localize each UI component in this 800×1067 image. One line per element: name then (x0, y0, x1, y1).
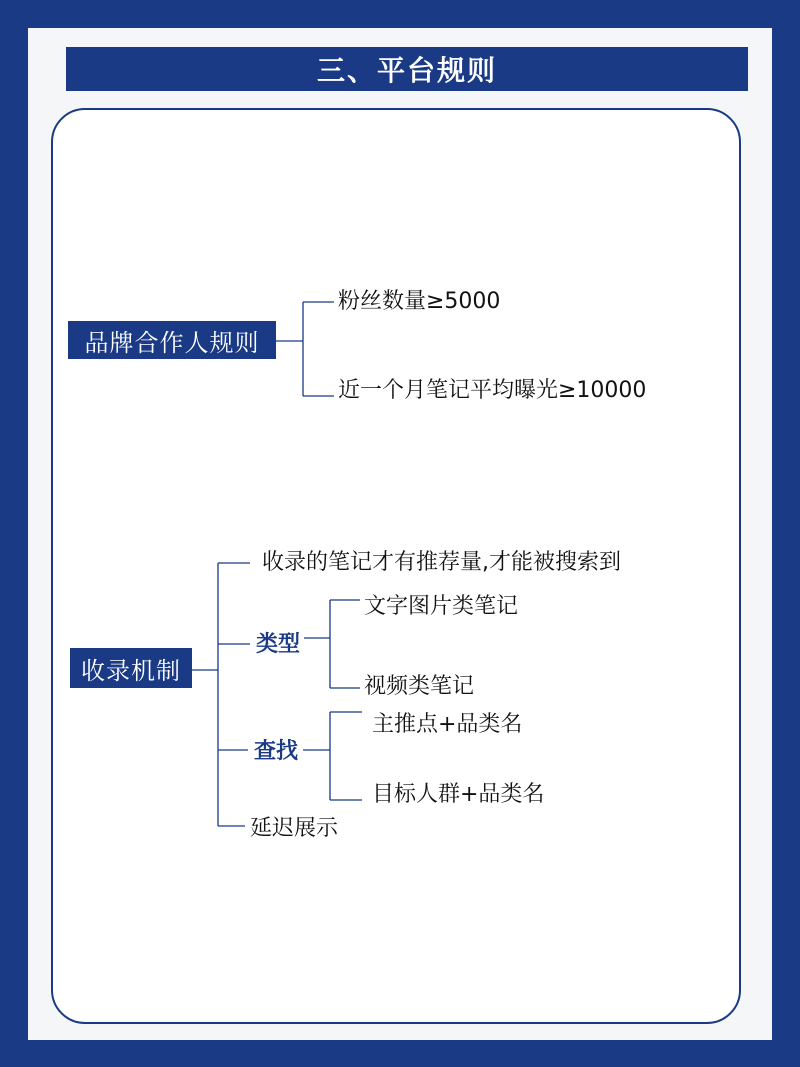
delay-display: 延迟展示 (250, 816, 339, 841)
indexing-label: 收录机制 (70, 648, 192, 688)
type-item-image-text: 文字图片类笔记 (364, 594, 519, 619)
page-title: 三、平台规则 (66, 47, 748, 91)
search-label: 查找 (254, 739, 299, 764)
search-item-selling-point: 主推点+品类名 (372, 712, 523, 737)
search-item-target-audience: 目标人群+品类名 (372, 782, 545, 807)
brand-rules-label: 品牌合作人规则 (68, 321, 276, 359)
type-item-video: 视频类笔记 (364, 674, 475, 699)
brand-rule-followers: 粉丝数量≥5000 (338, 289, 501, 314)
indexing-note: 收录的笔记才有推荐量,才能被搜索到 (262, 550, 621, 575)
brand-rule-exposure: 近一个月笔记平均曝光≥10000 (338, 378, 647, 403)
type-label: 类型 (256, 632, 301, 657)
